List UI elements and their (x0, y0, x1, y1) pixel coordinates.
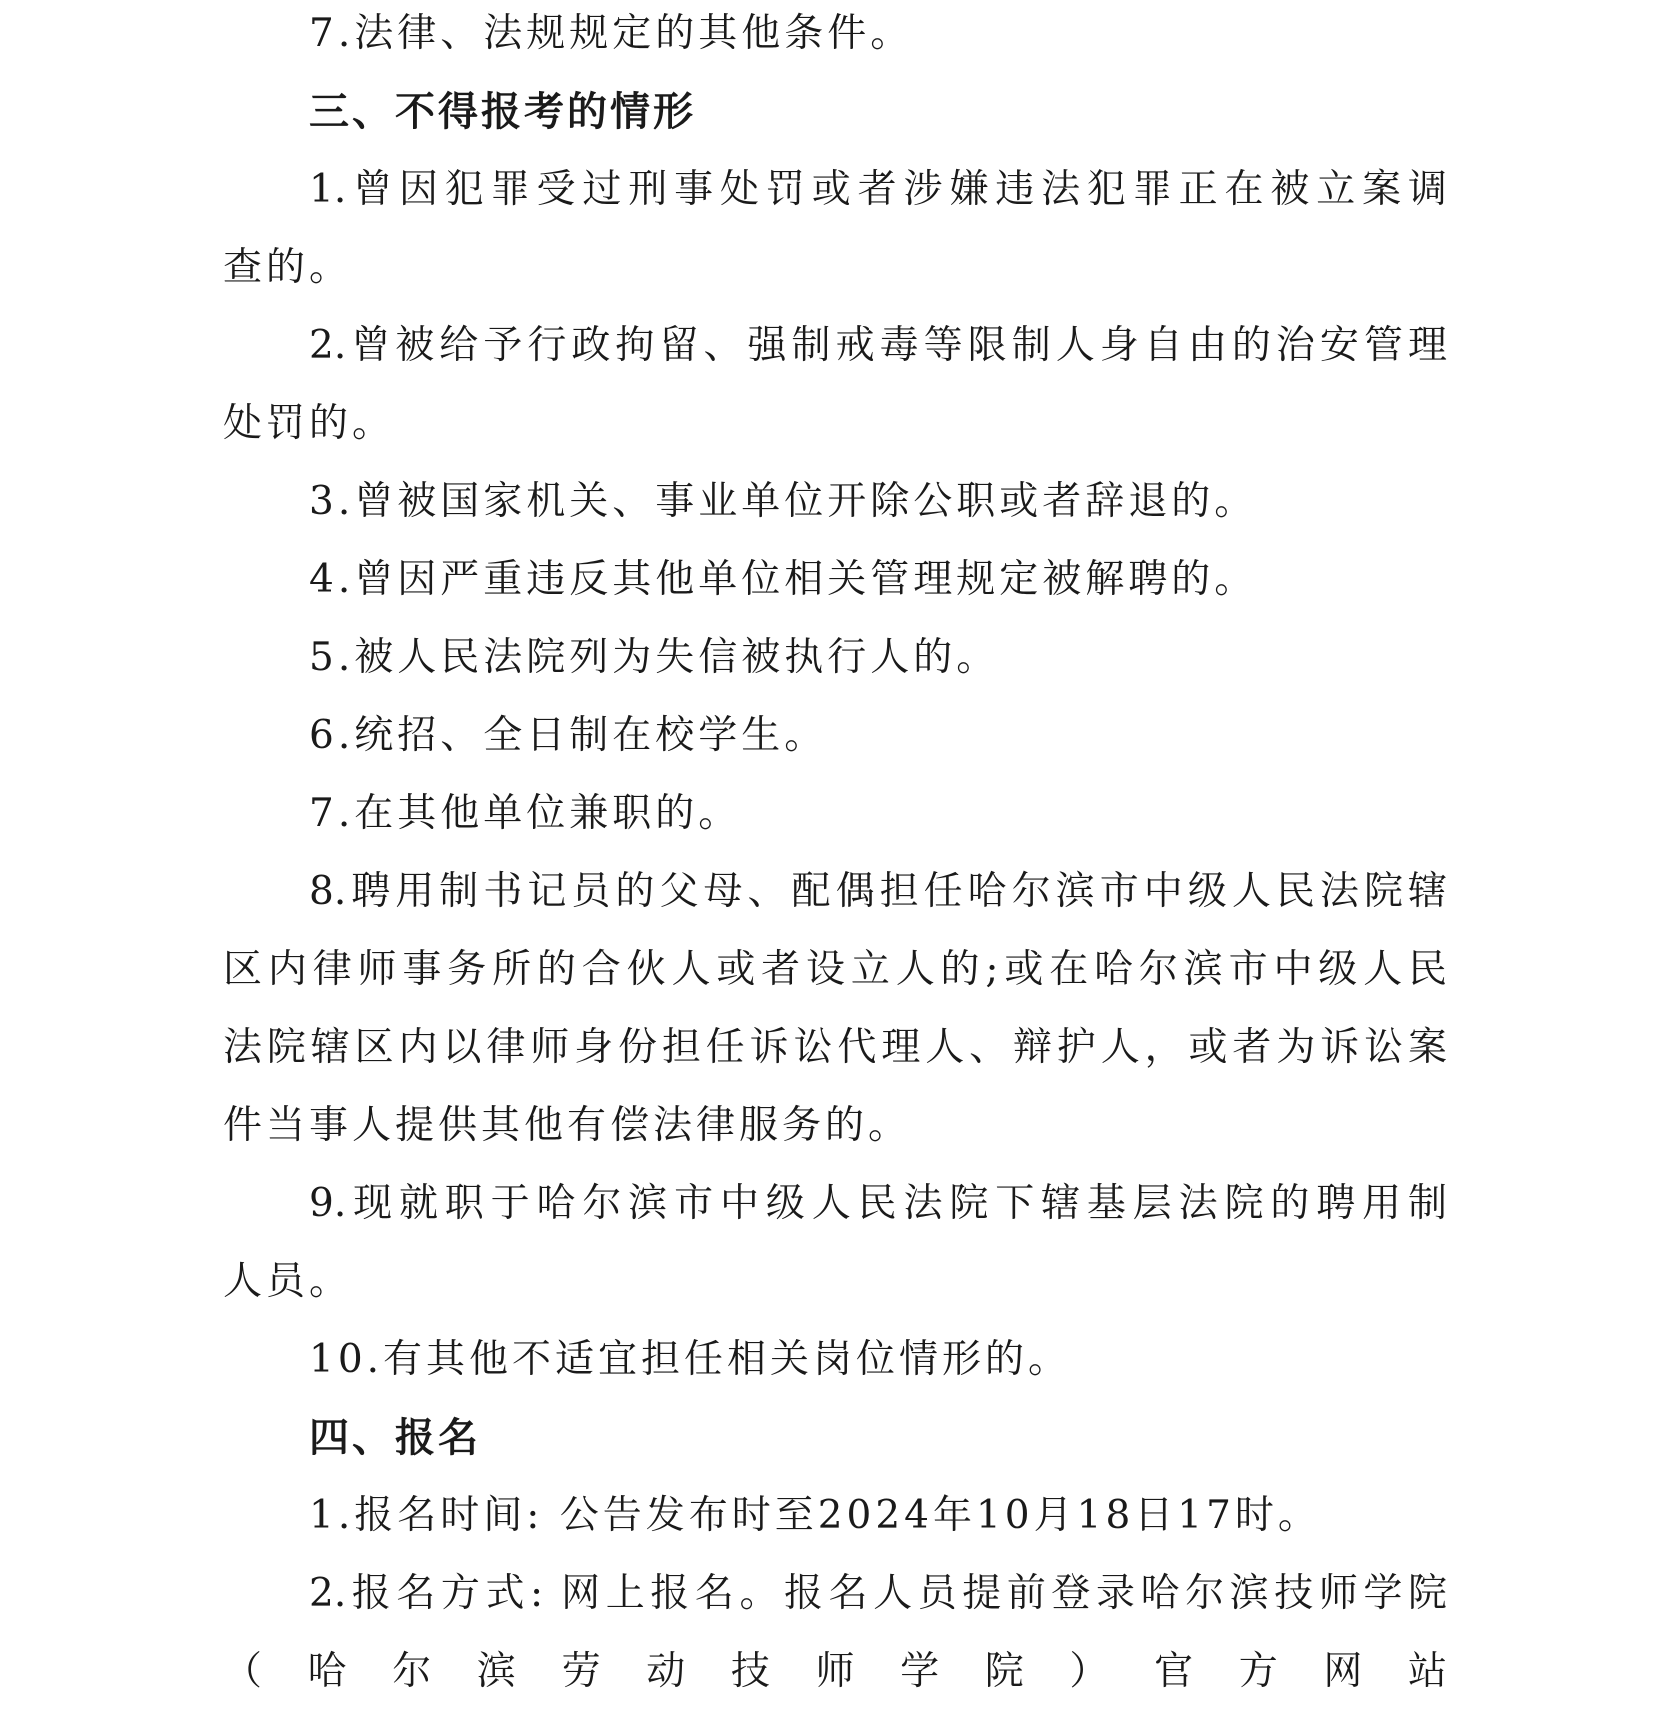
paragraph-line: 7.法律、法规规定的其他条件。 (309, 11, 914, 56)
paragraph-line: 3.曾被国家机关、事业单位开除公职或者辞退的。 (309, 479, 1258, 524)
paragraph-line: 区内律师事务所的合伙人或者设立人的;或在哈尔滨市中级人民 (223, 947, 1447, 992)
paragraph-line: 9.现就职于哈尔滨市中级人民法院下辖基层法院的聘用制 (309, 1181, 1447, 1226)
section-heading: 四、报名 (309, 1415, 481, 1461)
paragraph-line: 2.报名方式: 网上报名。报名人员提前登录哈尔滨技师学院 (309, 1571, 1447, 1616)
paragraph-line: 2.曾被给予行政拘留、强制戒毒等限制人身自由的治安管理 (309, 323, 1447, 368)
section-heading: 三、不得报考的情形 (309, 89, 696, 135)
paragraph-line: 5.被人民法院列为失信被执行人的。 (309, 635, 1000, 680)
paragraph-line: 件当事人提供其他有偿法律服务的。 (223, 1103, 912, 1148)
paragraph-line: 法院辖区内以律师身份担任诉讼代理人、辩护人，或者为诉讼案 (223, 1025, 1447, 1070)
paragraph-line: 4.曾因严重违反其他单位相关管理规定被解聘的。 (309, 557, 1258, 602)
paragraph-line: 1.报名时间: 公告发布时至2024年10月18日17时。 (309, 1493, 1321, 1538)
paragraph-line: 1.曾因犯罪受过刑事处罚或者涉嫌违法犯罪正在被立案调 (309, 167, 1447, 212)
paragraph-line: 人员。 (223, 1259, 353, 1304)
paragraph-line: 6.统招、全日制在校学生。 (309, 713, 828, 758)
paragraph-line: 10.有其他不适宜担任相关岗位情形的。 (309, 1337, 1072, 1382)
paragraph-line: 7.在其他单位兼职的。 (309, 791, 742, 836)
paragraph-line: （ 哈 尔 滨 劳 动 技 师 学 院 ） 官 方 网 站 (223, 1649, 1447, 1694)
paragraph-line: 查的。 (223, 245, 353, 290)
paragraph-line: 处罚的。 (223, 401, 396, 446)
paragraph-line: 8.聘用制书记员的父母、配偶担任哈尔滨市中级人民法院辖 (309, 869, 1447, 914)
